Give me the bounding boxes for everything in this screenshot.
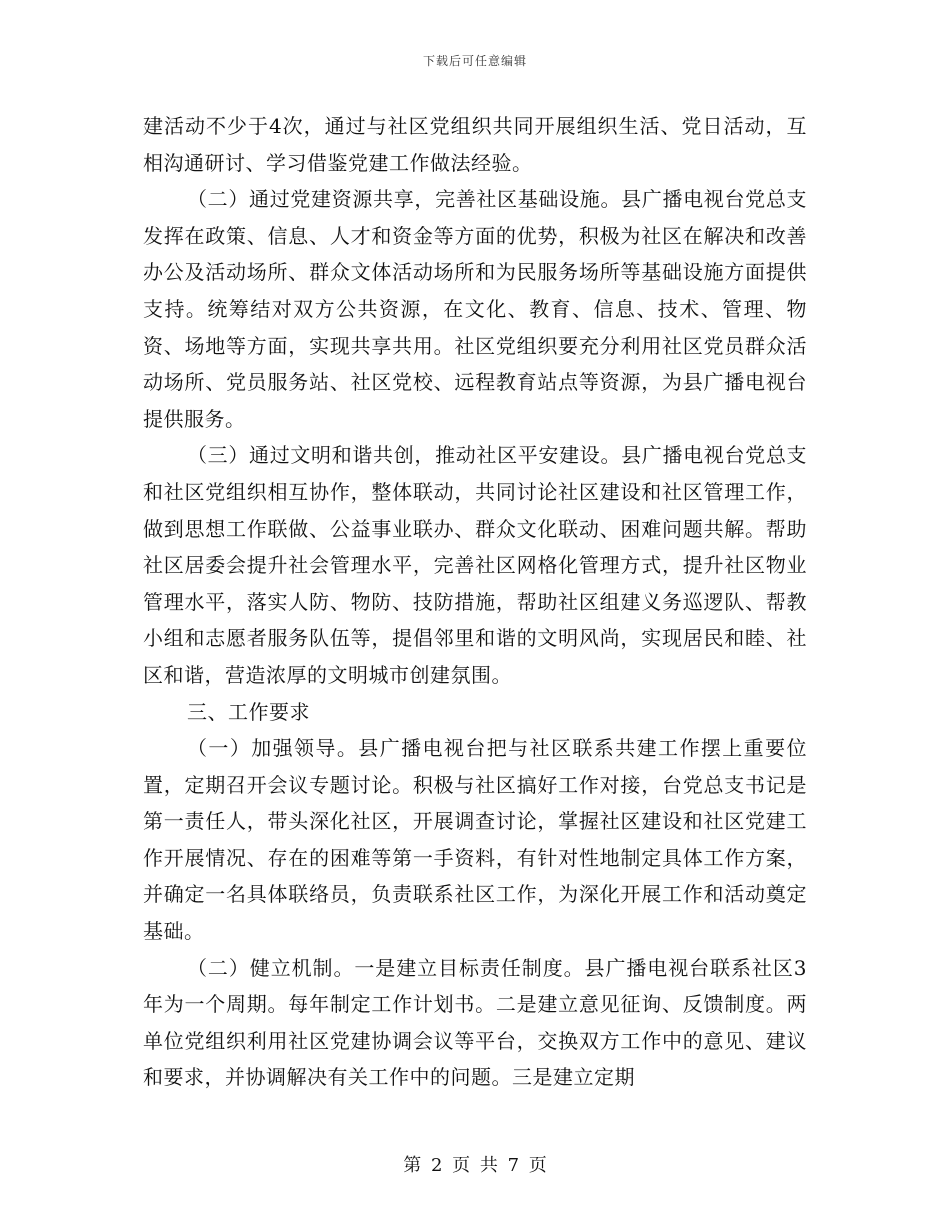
paragraph-establish-mechanism: （二）健立机制。一是建立目标责任制度。县广播电视台联系社区3年为一个周期。每年制定工作计划书。二是建立意见征询、反馈制度。两单位党组织利用社区党建协调会议等平台，交换双方工作中的意见、建议和要求，并协调解决有关工作中的问题。三是建立定期 [143,955,807,1090]
section-heading-work-requirements: 三、工作要求 [187,699,310,724]
paragraph-resource-sharing: （二）通过党建资源共享，完善社区基础设施。县广播电视台党总支发挥在政策、信息、人才和资金等方面的优势，积极为社区在解决和改善办公及活动场所、群众文体活动场所和为民服务场所等基础设施方面提供支持。统筹结对双方公共资源，在文化、教育、信息、技术、管理、物资、场地等方面，实现共享共用。社区党组织要充分利用社区党员群众活动场所、党员服务站、社区党校、远程教育站点等资源，为县广播电视台提供服务。 [143,187,807,431]
document-body [143,108,807,1096]
page-header-note: 下载后可任意编辑 [422,54,527,68]
paragraph-civilization-harmony: （三）通过文明和谐共创，推动社区平安建设。县广播电视台党总支和社区党组织相互协作，整体联动，共同讨论社区建设和社区管理工作，做到思想工作联做、公益事业联办、群众文化联动、困难问题共解。帮助社区居委会提升社会管理水平，完善社区网格化管理方式，提升社区物业管理水平，落实人防、物防、技防措施，帮助社区组建义务巡逻队、帮教小组和志愿者服务队伍等，提倡邻里和谐的文明风尚，实现居民和睦、社区和谐，营造浓厚的文明城市创建氛围。 [143,443,807,687]
paragraph-strengthen-leadership: （一）加强领导。县广播电视台把与社区联系共建工作摆上重要位置，定期召开会议专题讨论。积极与社区搞好工作对接，台党总支书记是第一责任人，带头深化社区，开展调查讨论，掌握社区建设和社区党建工作开展情况、存在的困难等第一手资料，有针对性地制定具体工作方案，并确定一名具体联络员，负责联系社区工作，为深化开展工作和活动奠定基础。 [143,736,807,944]
page-number: 第 2 页 共 7 页 [403,1155,547,1176]
paragraph-continuation: 建活动不少于4次，通过与社区党组织共同开展组织生活、党日活动，互相沟通研讨、学习借鉴党建工作做法经验。 [143,114,807,175]
